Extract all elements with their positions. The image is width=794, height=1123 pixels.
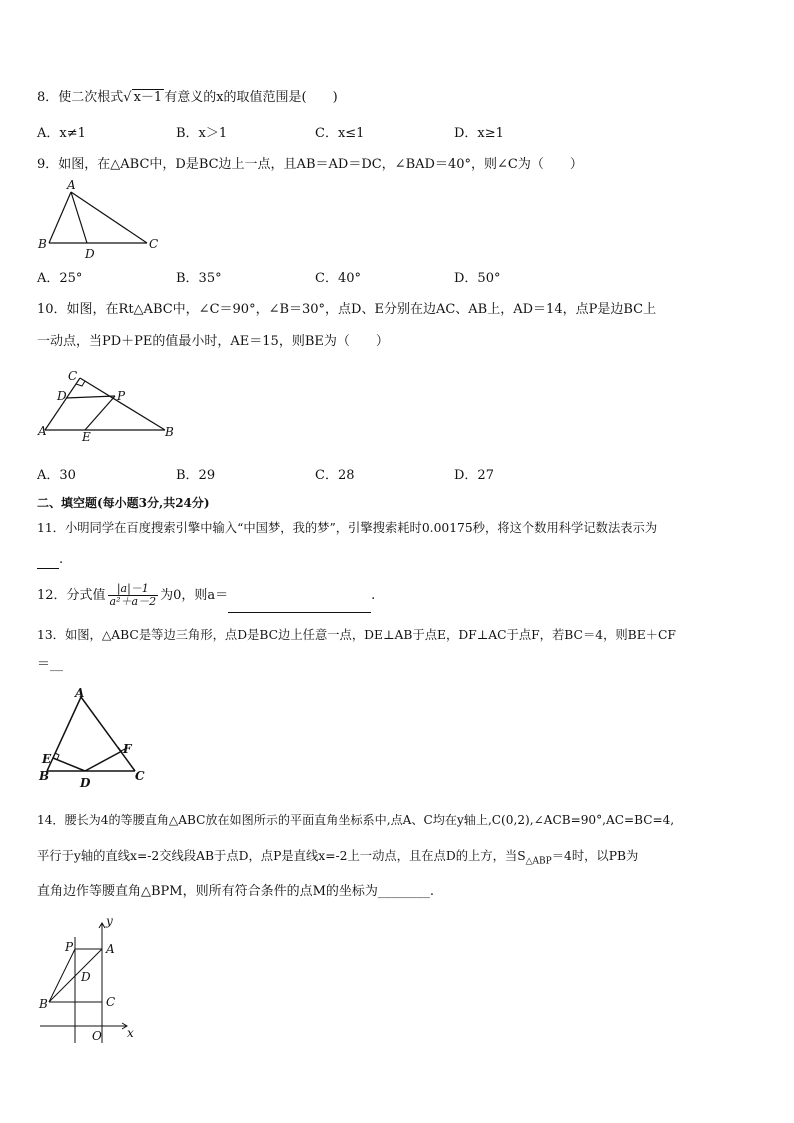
- q10-figure: [35, 368, 180, 443]
- q12-prefix: 12．分式值: [37, 588, 106, 603]
- q14-label-b: B: [39, 997, 48, 1011]
- q13-stem-line1: 13．如图，△ABC是等边三角形，点D是BC边上任意一点，DE⊥AB于点E，DF⊥AC于点F，若BC＝4，则BE＋CF: [37, 628, 676, 642]
- q14-label-a: A: [106, 942, 115, 956]
- q9-label-c: C: [149, 237, 159, 251]
- q9-figure: [35, 178, 165, 258]
- q10-option-d: D．27: [454, 468, 494, 483]
- q9-label-a: A: [67, 178, 76, 192]
- q10-label-b: B: [165, 425, 174, 439]
- q14-line2-start: 平行于y轴的直线x=-2交线段AB于点D，点P是直线x=-2上一动点，且在点D的上方，当S: [37, 849, 526, 863]
- q13-label-f: F: [123, 742, 132, 756]
- q9-option-b: B．35°: [176, 271, 222, 286]
- q10-label-p: P: [117, 389, 126, 403]
- q8-option-a: A．x≠1: [37, 126, 86, 141]
- q14-label-c: C: [106, 995, 116, 1009]
- q12-stem: [37, 580, 375, 612]
- q13-label-c: C: [135, 769, 145, 783]
- q8-radicand: x－1: [133, 90, 163, 105]
- q8-option-b: B．x＞1: [176, 126, 228, 141]
- q13-figure: [35, 685, 160, 790]
- q14-stem-line1: 14．腰长为4的等腰直角△ABC放在如图所示的平面直角坐标系中,点A、C均在y轴上,C(0,2),∠ACB=90°,AC=BC=4,: [37, 813, 675, 827]
- q11-stem-line2: [37, 552, 63, 569]
- q10-stem-line2: 一动点，当PD＋PE的值最小时，AE＝15，则BE为（ ）: [37, 334, 389, 349]
- q10-option-b: B．29: [176, 468, 216, 483]
- q10-label-d: D: [57, 389, 67, 403]
- q13-label-e: E: [42, 752, 52, 766]
- sqrt-sign: √: [123, 90, 132, 105]
- q12-denominator: a²＋a－2: [109, 595, 157, 608]
- q14-label-y: y: [106, 915, 113, 928]
- q10-label-e: E: [82, 430, 91, 443]
- q14-figure: [35, 915, 145, 1050]
- q14-label-p: P: [65, 940, 74, 954]
- q14-stem-line3: 直角边作等腰直角△BPM，则所有符合条件的点M的坐标为________.: [37, 884, 435, 899]
- q11-stem-line1: 11．小明同学在百度搜索引擎中输入“中国梦，我的梦”，引擎搜索耗时0.00175秒，将这个数用科学记数法表示为: [37, 521, 658, 535]
- q9-option-d: D．50°: [454, 271, 501, 286]
- q10-label-c: C: [68, 369, 78, 383]
- q13-stem-line2: ＝__: [37, 657, 64, 672]
- q9-option-c: C．40°: [315, 271, 361, 286]
- q12-answer-blank: [228, 580, 371, 613]
- q14-label-d: D: [81, 970, 91, 984]
- q11-end: .: [59, 552, 64, 567]
- q12-middle: 为0，则a＝: [160, 588, 229, 603]
- q10-option-a: A．30: [37, 468, 76, 483]
- q9-label-d: D: [85, 247, 95, 258]
- section-heading: 二、填空题(每小题3分,共24分): [37, 496, 210, 510]
- q8-prefix: 8．使二次根式: [37, 90, 124, 105]
- q11-answer-blank: [37, 552, 59, 569]
- q13-label-a: A: [75, 686, 85, 700]
- q9-option-a: A．25°: [37, 271, 83, 286]
- q9-stem: 9．如图，在△ABC中，D是BC边上一点，且AB＝AD＝DC，∠BAD＝40°，则∠C为（ ）: [37, 157, 583, 172]
- q14-stem-line2: [37, 848, 638, 869]
- q8-option-c: C．x≤1: [315, 126, 365, 141]
- q12-numerator: |a|－1: [108, 583, 159, 596]
- q9-label-b: B: [38, 237, 47, 251]
- q13-label-d: D: [80, 776, 91, 790]
- q10-label-a: A: [38, 424, 47, 438]
- q8-option-d: D．x≥1: [454, 126, 504, 141]
- q13-label-b: B: [39, 769, 50, 783]
- q8-suffix: 有意义的x的取值范围是( ): [164, 90, 338, 105]
- q12-fraction: [108, 583, 159, 608]
- q10-option-c: C．28: [315, 468, 355, 483]
- q14-label-x: x: [127, 1026, 134, 1040]
- q10-stem-line1: 10．如图，在Rt△ABC中，∠C＝90°，∠B＝30°，点D、E分别在边AC、AB上，AD＝14，点P是边BC上: [37, 302, 657, 317]
- q14-label-o: O: [92, 1029, 102, 1043]
- q8-stem: [37, 90, 338, 106]
- q14-area-subscript: △ABP: [525, 856, 552, 867]
- q14-line2-end: ＝4时，以PB为: [551, 849, 639, 863]
- q12-end: .: [371, 588, 376, 603]
